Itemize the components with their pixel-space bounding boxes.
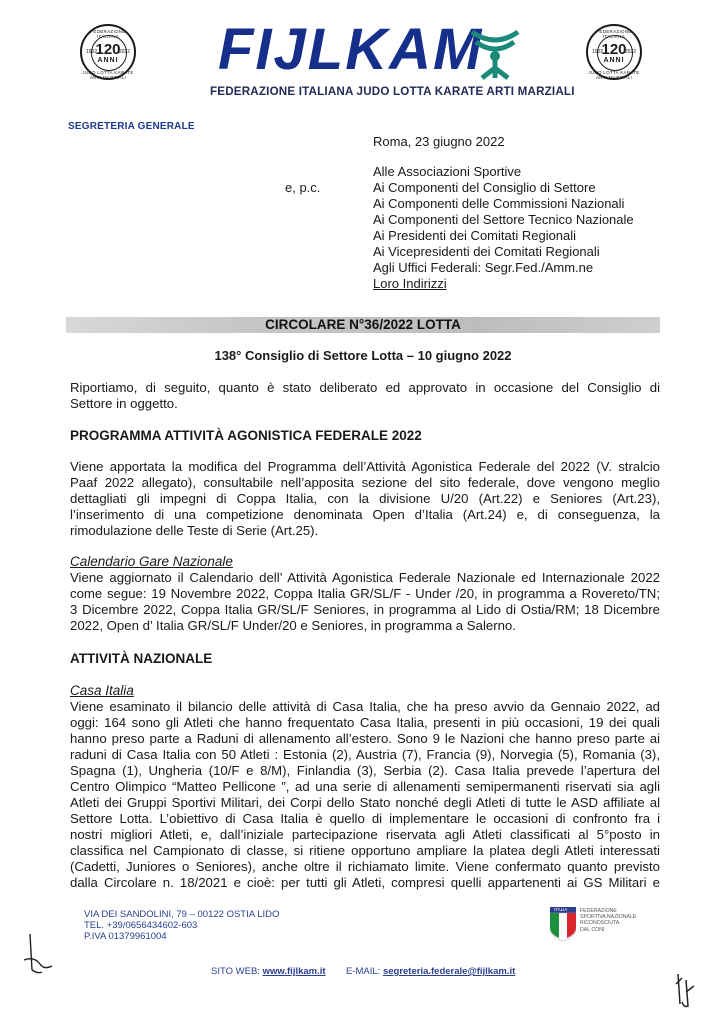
body-line: classifica nel Campionato di classe, si ritiene opportuno ampliare la platea degli Atleti interessati xyxy=(70,843,660,858)
body-line: Centro Olimpico “Matteo Pellicone ”, ad una serie di allenamenti semipermanenti riservati sia agli xyxy=(70,779,660,794)
seal-arc-top: FEDERAZIONE ITALIANA xyxy=(596,29,632,39)
seal-year-start: 1902 xyxy=(592,49,604,55)
circolare-bar xyxy=(66,317,660,333)
recipient: Loro Indirizzi xyxy=(373,276,447,291)
recipient: Alle Associazioni Sportive xyxy=(373,164,522,179)
body-line: Settore in oggetto. xyxy=(70,396,178,411)
footer-tel: TEL. +39/0656434602-603 xyxy=(84,920,198,931)
page-initials-mark xyxy=(672,970,700,1010)
footer-address: VIA DEI SANDOLINI, 79 – 00122 OSTIA LIDO xyxy=(84,909,280,920)
subheading-calendario: Calendario Gare Nazionale xyxy=(70,554,233,569)
footer-web-label: SITO WEB: xyxy=(211,966,260,977)
body-line: oggi: 164 sono gli Atleti che hanno frequentato Casa Italia, presenti in più occasioni, 19 dei quali xyxy=(70,715,660,730)
circolare-title: CIRCOLARE N°36/2022 LOTTA xyxy=(265,317,461,332)
recipient: Ai Presidenti dei Comitati Regionali xyxy=(373,228,577,243)
section-heading-nazionale: ATTIVITÀ NAZIONALE xyxy=(70,651,213,666)
cc-label: e, p.c. xyxy=(285,180,321,195)
footer-web xyxy=(211,966,326,977)
anniversary-seal-right xyxy=(586,24,642,80)
footer-email xyxy=(346,966,515,977)
seal-year-end: 2022 xyxy=(118,49,130,55)
federation-logo-wordmark: FIJLKAM xyxy=(218,17,484,82)
body-line: Viene esaminato il bilancio delle attività di Casa Italia, che ha preso avvio da Gennaio 2022, ad xyxy=(70,699,660,714)
signature-mark xyxy=(20,930,62,986)
section-heading-programma: PROGRAMMA ATTIVITÀ AGONISTICA FEDERALE 2022 xyxy=(70,428,422,443)
recipient: Agli Uffici Federali: Segr.Fed./Amm.ne xyxy=(373,260,594,275)
coni-shield-icon xyxy=(550,907,576,941)
federation-name: FEDERAZIONE ITALIANA JUDO LOTTA KARATE ARTI MARZIALI xyxy=(210,85,575,98)
footer-web-link[interactable]: www.fijlkam.it xyxy=(262,966,326,977)
footer-piva: P.IVA 01379961004 xyxy=(84,931,167,942)
recipient: Ai Componenti del Settore Tecnico Nazionale xyxy=(373,212,634,227)
body-line: rimodulazione delle Teste di Serie (Art.25). xyxy=(70,523,319,538)
body-line: 3 Dicembre 2022, Coppa Italia GR/SL/F Seniores, in programma al Lido di Ostia/RM; 18 Dicembre xyxy=(70,602,660,617)
body-line: (Cadetti, Juniores o Seniores), anche oltre il richiamato limite. Viene confermato quanto previsto xyxy=(70,859,660,874)
coni-recognition-text xyxy=(580,908,636,933)
recipient: Ai Componenti del Consiglio di Settore xyxy=(373,180,596,195)
seal-word: ANNI xyxy=(603,57,625,64)
body-line: dalla Circolare n. 18/2021 e cioè: per tutti gli Atleti, compresi quelli appartenenti ai GS Militari e xyxy=(70,875,660,890)
seal-arc-bottom: JUDO LOTTA KARATE ARTI MARZIALI xyxy=(588,70,640,80)
footer-email-link[interactable]: segreteria.federale@fijlkam.it xyxy=(382,966,516,977)
body-line: dettagliati gli impegni di Coppa Italia, con la divisione U/20 (Art.22) e Seniores (Art.23), xyxy=(70,491,660,506)
coni-text-line: SPORTIVA NAZIONALE xyxy=(580,914,637,921)
recipient: Ai Componenti delle Commissioni Nazionali xyxy=(373,196,625,211)
seal-year-start: 1902 xyxy=(86,49,98,55)
body-line: Viene aggiornato il Calendario dell’ Attività Agonistica Federale Nazionale ed Internazionale 2022 xyxy=(70,570,660,585)
body-line: come segue: 19 Novembre 2022, Coppa Italia GR/SL/F - Under /20, in programma a Rovereto/TN; xyxy=(70,586,660,601)
seal-number: 120 xyxy=(95,41,121,58)
body-line: hanno preso parte a Raduni di allenamento all’estero. Sono 9 le Nazioni che hanno preso parte ai xyxy=(70,731,660,746)
fijlkam-emblem-icon xyxy=(466,26,524,82)
footer-email-label: E-MAIL: xyxy=(346,966,381,977)
letter-date: Roma, 23 giugno 2022 xyxy=(373,134,505,149)
seal-word: ANNI xyxy=(97,57,119,64)
body-line: nostri migliori Atleti, e, dall’iniziale partecipazione riservata agli Atleti classificati al 5°posto in xyxy=(70,827,660,842)
body-line: Spagna (1), Ungheria (10/F e 8/M), Finlandia (3), Serbia (2). Casa Italia prevede l’apertura del xyxy=(70,763,660,778)
subheading-casa-italia: Casa Italia xyxy=(70,683,134,698)
body-line: raduni di Casa Italia con 50 Atleti : Estonia (2), Austria (7), Francia (9), Norvegia (5), Romania (3), xyxy=(70,747,660,762)
body-line: Riportiamo, di seguito, quanto è stato deliberato ed approvato in occasione del Consiglio di xyxy=(70,380,660,395)
coni-text-line: DAL CONI xyxy=(580,926,605,933)
body-line: Atleti dei Gruppi Sportivi Militari, dei Corpi dello Stato nonché degli Atleti di tutte le ASD affiliate al xyxy=(70,795,660,810)
seal-arc-bottom: JUDO LOTTA KARATE ARTI MARZIALI xyxy=(82,70,134,80)
seal-arc-top: FEDERAZIONE ITALIANA xyxy=(90,29,126,39)
body-line: 2022, Open d’ Italia GR/SL/F Under/20 e Seniores, in programma a Salerno. xyxy=(70,618,516,633)
body-line: Paaf 2022 allegato), consultabile nell’apposita sezione del sito federale, dove vengono meglio xyxy=(70,475,660,490)
recipient: Ai Vicepresidenti dei Comitati Regionali xyxy=(373,244,600,259)
coni-text-line: RICONOSCIUTA xyxy=(580,920,620,927)
letter-subject: 138° Consiglio di Settore Lotta – 10 giugno 2022 xyxy=(214,348,512,363)
seal-number: 120 xyxy=(601,41,627,58)
body-line: Viene apportata la modifica del Programma dell’Attività Agonistica Federale del 2022 (V. stralcio xyxy=(70,459,660,474)
department-label: SEGRETERIA GENERALE xyxy=(68,121,195,132)
body-line: l’inserimento di una competizione denominata Open d’Italia (Art.24) e, di conseguenza, la xyxy=(70,507,660,522)
body-line: Settore Lotta. L’obiettivo di Casa Italia è quello di implementare le occasioni di confronto fra i xyxy=(70,811,660,826)
seal-year-end: 2022 xyxy=(624,49,636,55)
anniversary-seal-left xyxy=(80,24,136,80)
coni-flag-label: ITALIA xyxy=(554,907,568,912)
coni-text-line: FEDERAZIONE xyxy=(580,908,617,914)
